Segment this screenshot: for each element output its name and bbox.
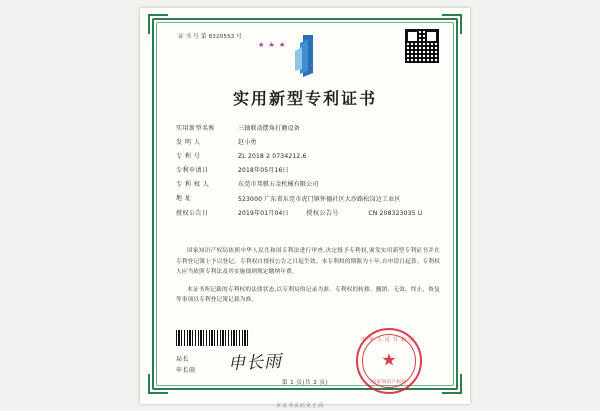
field-value: 2019年01月04日 xyxy=(238,210,289,217)
field-label: 专 利 号 xyxy=(176,153,201,160)
corner-ornament-top-right xyxy=(442,14,462,34)
field-value: 东莞市邦骐五金机械有限公司 xyxy=(238,181,319,188)
patent-certificate-sheet xyxy=(140,8,470,404)
patent-office-logo xyxy=(140,32,470,80)
field-row-grant-announcement xyxy=(176,209,440,219)
field-value: 523000 广东省东莞市虎门镇怀德社区大沙路松岗边工业区 xyxy=(238,196,401,203)
field-value: 2018年05月16日 xyxy=(238,167,289,174)
field-value: ZL 2018 2 0734212.6 xyxy=(238,153,307,160)
field-row-address xyxy=(176,194,440,205)
field-value-secondary: CN 208323035 U xyxy=(368,210,423,217)
page-title: 实用新型专利证书 xyxy=(232,89,377,108)
field-value: 赵小勇 xyxy=(238,139,257,146)
field-value: 三轴联动摆角打磨设备 xyxy=(238,125,301,132)
seal-bottom-text: 国家知识产权局 xyxy=(371,380,407,385)
field-label: 发 明 人 xyxy=(176,139,201,146)
barcode xyxy=(176,330,250,346)
handwritten-signature: 申长雨 xyxy=(227,351,283,375)
field-label: 授权公告日 xyxy=(176,210,209,217)
body-paragraph-2: 本证书所记载的专利权的法律状态,以专利局的记录为准。专利权的转移、撤销、无效、终止、恢复等事项以专利登记簿记载为准。 xyxy=(176,286,440,303)
decorative-stars: ★ ★ ★ xyxy=(258,41,287,49)
signature-label-title: 局长 xyxy=(176,356,190,363)
field-label: 实用新型名称 xyxy=(176,125,216,132)
field-label: 专利申请日 xyxy=(176,167,209,174)
field-row-application-date xyxy=(176,166,440,176)
field-label-secondary: 授权公告号 xyxy=(306,210,339,217)
body-paragraph-1: 国家知识产权局依照中华人民共和国专利法进行审查,决定授予专利权,颁发实用新型专利证书并在专利登记簿上予以登记。专利权自授权公告之日起生效。本专利权的期限为十年,自申请日起算。专利权人应当依照专利法及其实施细则规定缴纳年费。 xyxy=(176,248,440,275)
seal-star-icon: ★ xyxy=(381,350,397,371)
seal-top-text: 中华人民共和国 xyxy=(360,337,417,343)
field-row-patent-number xyxy=(176,152,440,162)
field-row-patentee xyxy=(176,180,440,190)
field-row-utility-model-name xyxy=(176,124,440,134)
signature-labels xyxy=(176,354,196,376)
field-label: 专 利 权 人 xyxy=(176,181,210,188)
page-number: 第 1 页(共 2 页) xyxy=(281,380,329,386)
certificate-number: 证 书 号 第 8320553 号 xyxy=(178,34,243,40)
bottom-note: 本证书页码见正面 xyxy=(275,403,324,409)
certificate-body xyxy=(176,246,440,313)
field-label: 地 址 xyxy=(176,195,192,202)
corner-ornament-top-left xyxy=(148,14,168,34)
certificate-fields xyxy=(176,124,440,223)
field-row-inventor xyxy=(176,138,440,148)
signature-label-name: 申长雨 xyxy=(176,367,196,374)
